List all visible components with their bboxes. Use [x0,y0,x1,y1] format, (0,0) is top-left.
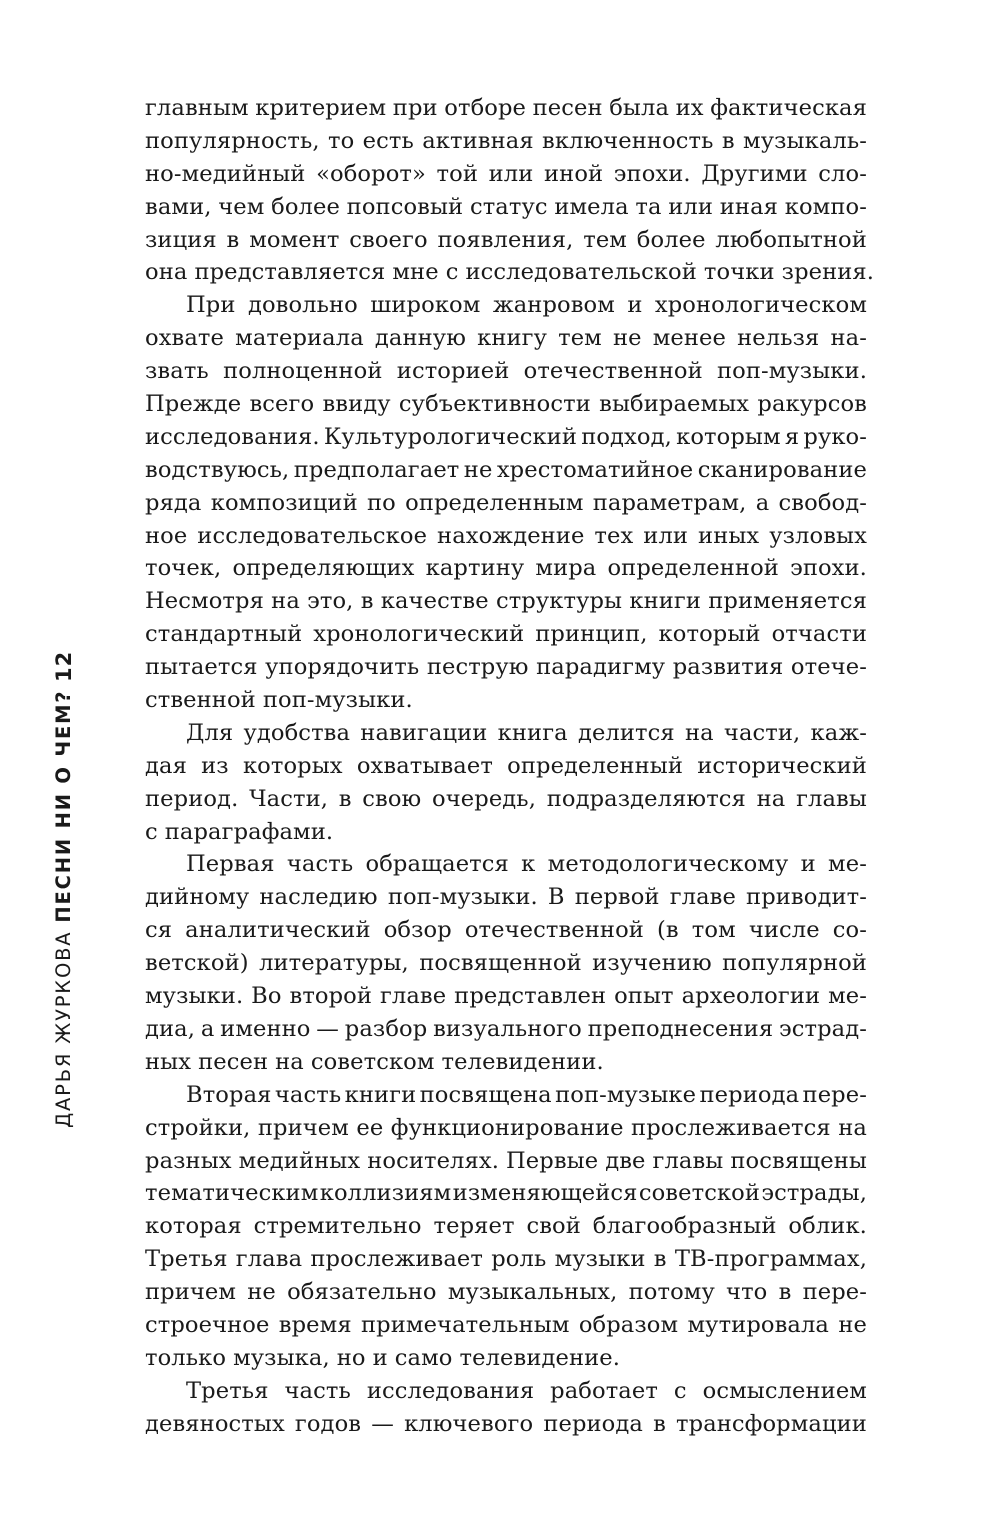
text-line: популярность, то есть активная включенность в музыкаль- [145,127,867,154]
text-line: ственной поп-музыки. [145,687,413,714]
text-line: период. Части, в свою очередь, подразделяются на главы [145,785,867,812]
text-line: ных песен на советском телевидении. [145,1048,604,1075]
text-line: Вторая часть книги посвящена поп-музыке периода пере- [186,1081,867,1108]
text-line: она представляется мне с исследовательской точки зрения. [145,259,875,286]
text-line: зиция в момент своего появления, тем более любопытной [145,226,867,253]
text-line: стройки, причем ее функционирование прослеживается на [145,1114,867,1141]
text-line: точек, определяющих картину мира определенной эпохи. [145,555,867,582]
page-number: 12 [52,650,76,682]
running-head [52,690,75,1128]
text-line: ветской) литературы, посвященной изучению популярной [145,950,867,977]
text-line: Третья глава прослеживает роль музыки в ТВ-программах, [145,1246,867,1273]
text-line: Прежде всего ввиду субъективности выбираемых ракурсов [145,391,867,418]
text-line: исследования. Культурологический подход, которым я руко- [145,423,867,450]
text-line: дийному наследию поп-музыки. В первой главе приводит- [145,884,867,911]
text-line: ное исследовательское нахождение тех или иных узловых [145,522,867,549]
text-line: пытается упорядочить пеструю парадигму развития отече- [145,654,867,681]
body-text [145,92,875,1441]
text-line: музыки. Во второй главе представлен опыт археологии ме- [145,983,867,1010]
text-line: главным критерием при отборе песен была их фактическая [145,95,867,121]
text-line: Несмотря на это, в качестве структуры книги применяется [145,588,867,615]
text-line: но-медийный «оборот» той или иной эпохи. Другими сло- [145,160,867,187]
text-line: стандартный хронологический принцип, который отчасти [145,621,867,648]
text-line: Первая часть обращается к методологическому и ме- [186,851,867,878]
text-line: причем не обязательно музыкальных, потому что в пере- [145,1279,867,1306]
text-line: ряда композиций по определенным параметрам, а свобод- [145,489,867,516]
text-line: вами, чем более попсовый статус имела та или иная компо- [145,193,867,220]
text-line: которая стремительно теряет свой благообразный облик. [145,1213,867,1240]
text-line: Для удобства навигации книга делится на части, каж- [186,719,867,746]
text-line: дая из которых охватывает определенный исторический [145,752,867,779]
text-line: ся аналитический обзор отечественной (в том числе со- [145,917,867,944]
text-line: девяностых годов — ключевого периода в трансформации [145,1410,867,1437]
text-line: Третья часть исследования работает с осмыслением [186,1377,867,1404]
text-line: диа, а именно — разбор визуального преподнесения эстрад- [145,1015,867,1042]
running-head-title: ПЕСНИ НИ О ЧЕМ? [52,689,75,923]
text-line: При довольно широком жанровом и хронологическом [186,292,867,319]
text-line: только музыка, но и само телевидение. [145,1344,621,1371]
text-line: строечное время примечательным образом мутировала не [145,1311,867,1338]
running-head-author: ДАРЬЯ ЖУРКОВА [52,930,75,1128]
text-line: звать полноценной историей отечественной поп-музыки. [145,358,867,385]
text-line: тематическим коллизиям изменяющейся советской эстрады, [145,1180,867,1207]
text-line: с параграфами. [145,818,334,845]
text-line: водствуюсь, предполагает не хрестоматийное сканирование [145,456,867,483]
text-line: охвате материала данную книгу тем не менее нельзя на- [145,325,867,352]
text-line: разных медийных носителях. Первые две главы посвящены [145,1147,867,1174]
